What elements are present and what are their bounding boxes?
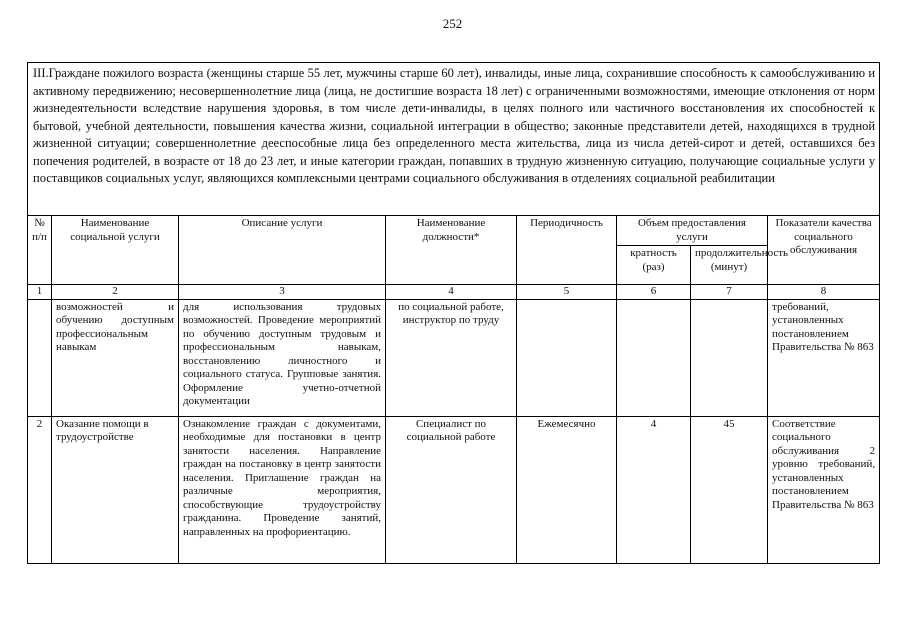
row-quality: Соответствие социального обслуживания 2 уровню требований, установленных постановлением Правительства № 863 [768,416,880,563]
table-row [28,299,880,416]
header-frequency: кратность (раз) [617,246,691,285]
row-periodicity: Ежемесячно [517,416,617,563]
column-number-row [28,285,880,300]
column-number: 4 [386,285,517,300]
header-num: № п/п [28,216,52,285]
header-duration: продолжительность (минут) [691,246,768,285]
row-duration: 45 [691,416,768,563]
column-number: 5 [517,285,617,300]
row-periodicity [517,299,617,416]
row-frequency [617,299,691,416]
header-position: Наименование должности* [386,216,517,285]
header-volume: Объем предоставления услуги [617,216,768,246]
header-periodicity: Периодичность [517,216,617,285]
page-number: 252 [442,16,463,31]
header-description: Описание услуги [179,216,386,285]
row-frequency: 4 [617,416,691,563]
row-position: Специалист по социальной работе [386,416,517,563]
row-quality: требований, установленных постановлением Правительства № 863 [768,299,880,416]
table-row [28,416,880,563]
row-description: Ознакомление граждан с документами, необходимые для постановки в центр занятости населения. Направление граждан на постановку в центр занятости населения. Приглашение граждан на различные мероприятия, способствующие трудоустройству гражданина. Проведение занятий, направленных на профориентацию. [179,416,386,563]
column-number: 7 [691,285,768,300]
column-number: 1 [28,285,52,300]
row-description: для использования трудовых возможностей. Проведение мероприятий по обучению доступным трудовым и профессиональным навыкам, восстановлению личностного и социального статуса. Групповые занятия. Оформление учетно-отчетной документации [179,299,386,416]
section-header-row [28,63,880,216]
column-number: 6 [617,285,691,300]
row-position: по социальной работе, инструктор по труду [386,299,517,416]
column-number: 8 [768,285,880,300]
row-num: 2 [28,416,52,563]
section-title: III.Граждане пожилого возраста (женщины старше 55 лет, мужчины старше 60 лет), инвалиды, иные лица, сохранившие способность к самообслуживанию и активному передвижению; несовершеннолетние лица (лица, не достигшие возраста 18 лет) с ограниченными возможностями, имеющие отклонения от норм жизнедеятельности вследствие нарушения здоровья, в том числе дети-инвалиды, в целях полного или частичного восстановления их способностей к бытовой, учебной деятельности, повышения качества жизни, социальной интеграции в общество; законные представители детей, находящихся в трудной жизненной ситуации; совершеннолетние дееспособные лица без определенного места жительства, лица из числа детей-сирот и детей, оставшихся без попечения родителей, в возрасте от 18 до 23 лет, и иные категории граждан, попавших в трудную жизненную ситуацию, получающие социальные услуги у поставщиков социальных услуг, являющихся комплексными центрами социального обслуживания в отделениях социальной реабилитации [28,63,880,216]
row-duration [691,299,768,416]
header-name: Наименование социальной услуги [52,216,179,285]
row-service-name: Оказание помощи в трудоустройстве [52,416,179,563]
row-num [28,299,52,416]
table-header-row [28,216,880,246]
services-table [27,62,880,564]
column-number: 3 [179,285,386,300]
column-number: 2 [52,285,179,300]
row-service-name: возможностей и обучению доступным профессиональным навыкам [52,299,179,416]
header-quality: Показатели качества социального обслуживания [768,216,880,285]
